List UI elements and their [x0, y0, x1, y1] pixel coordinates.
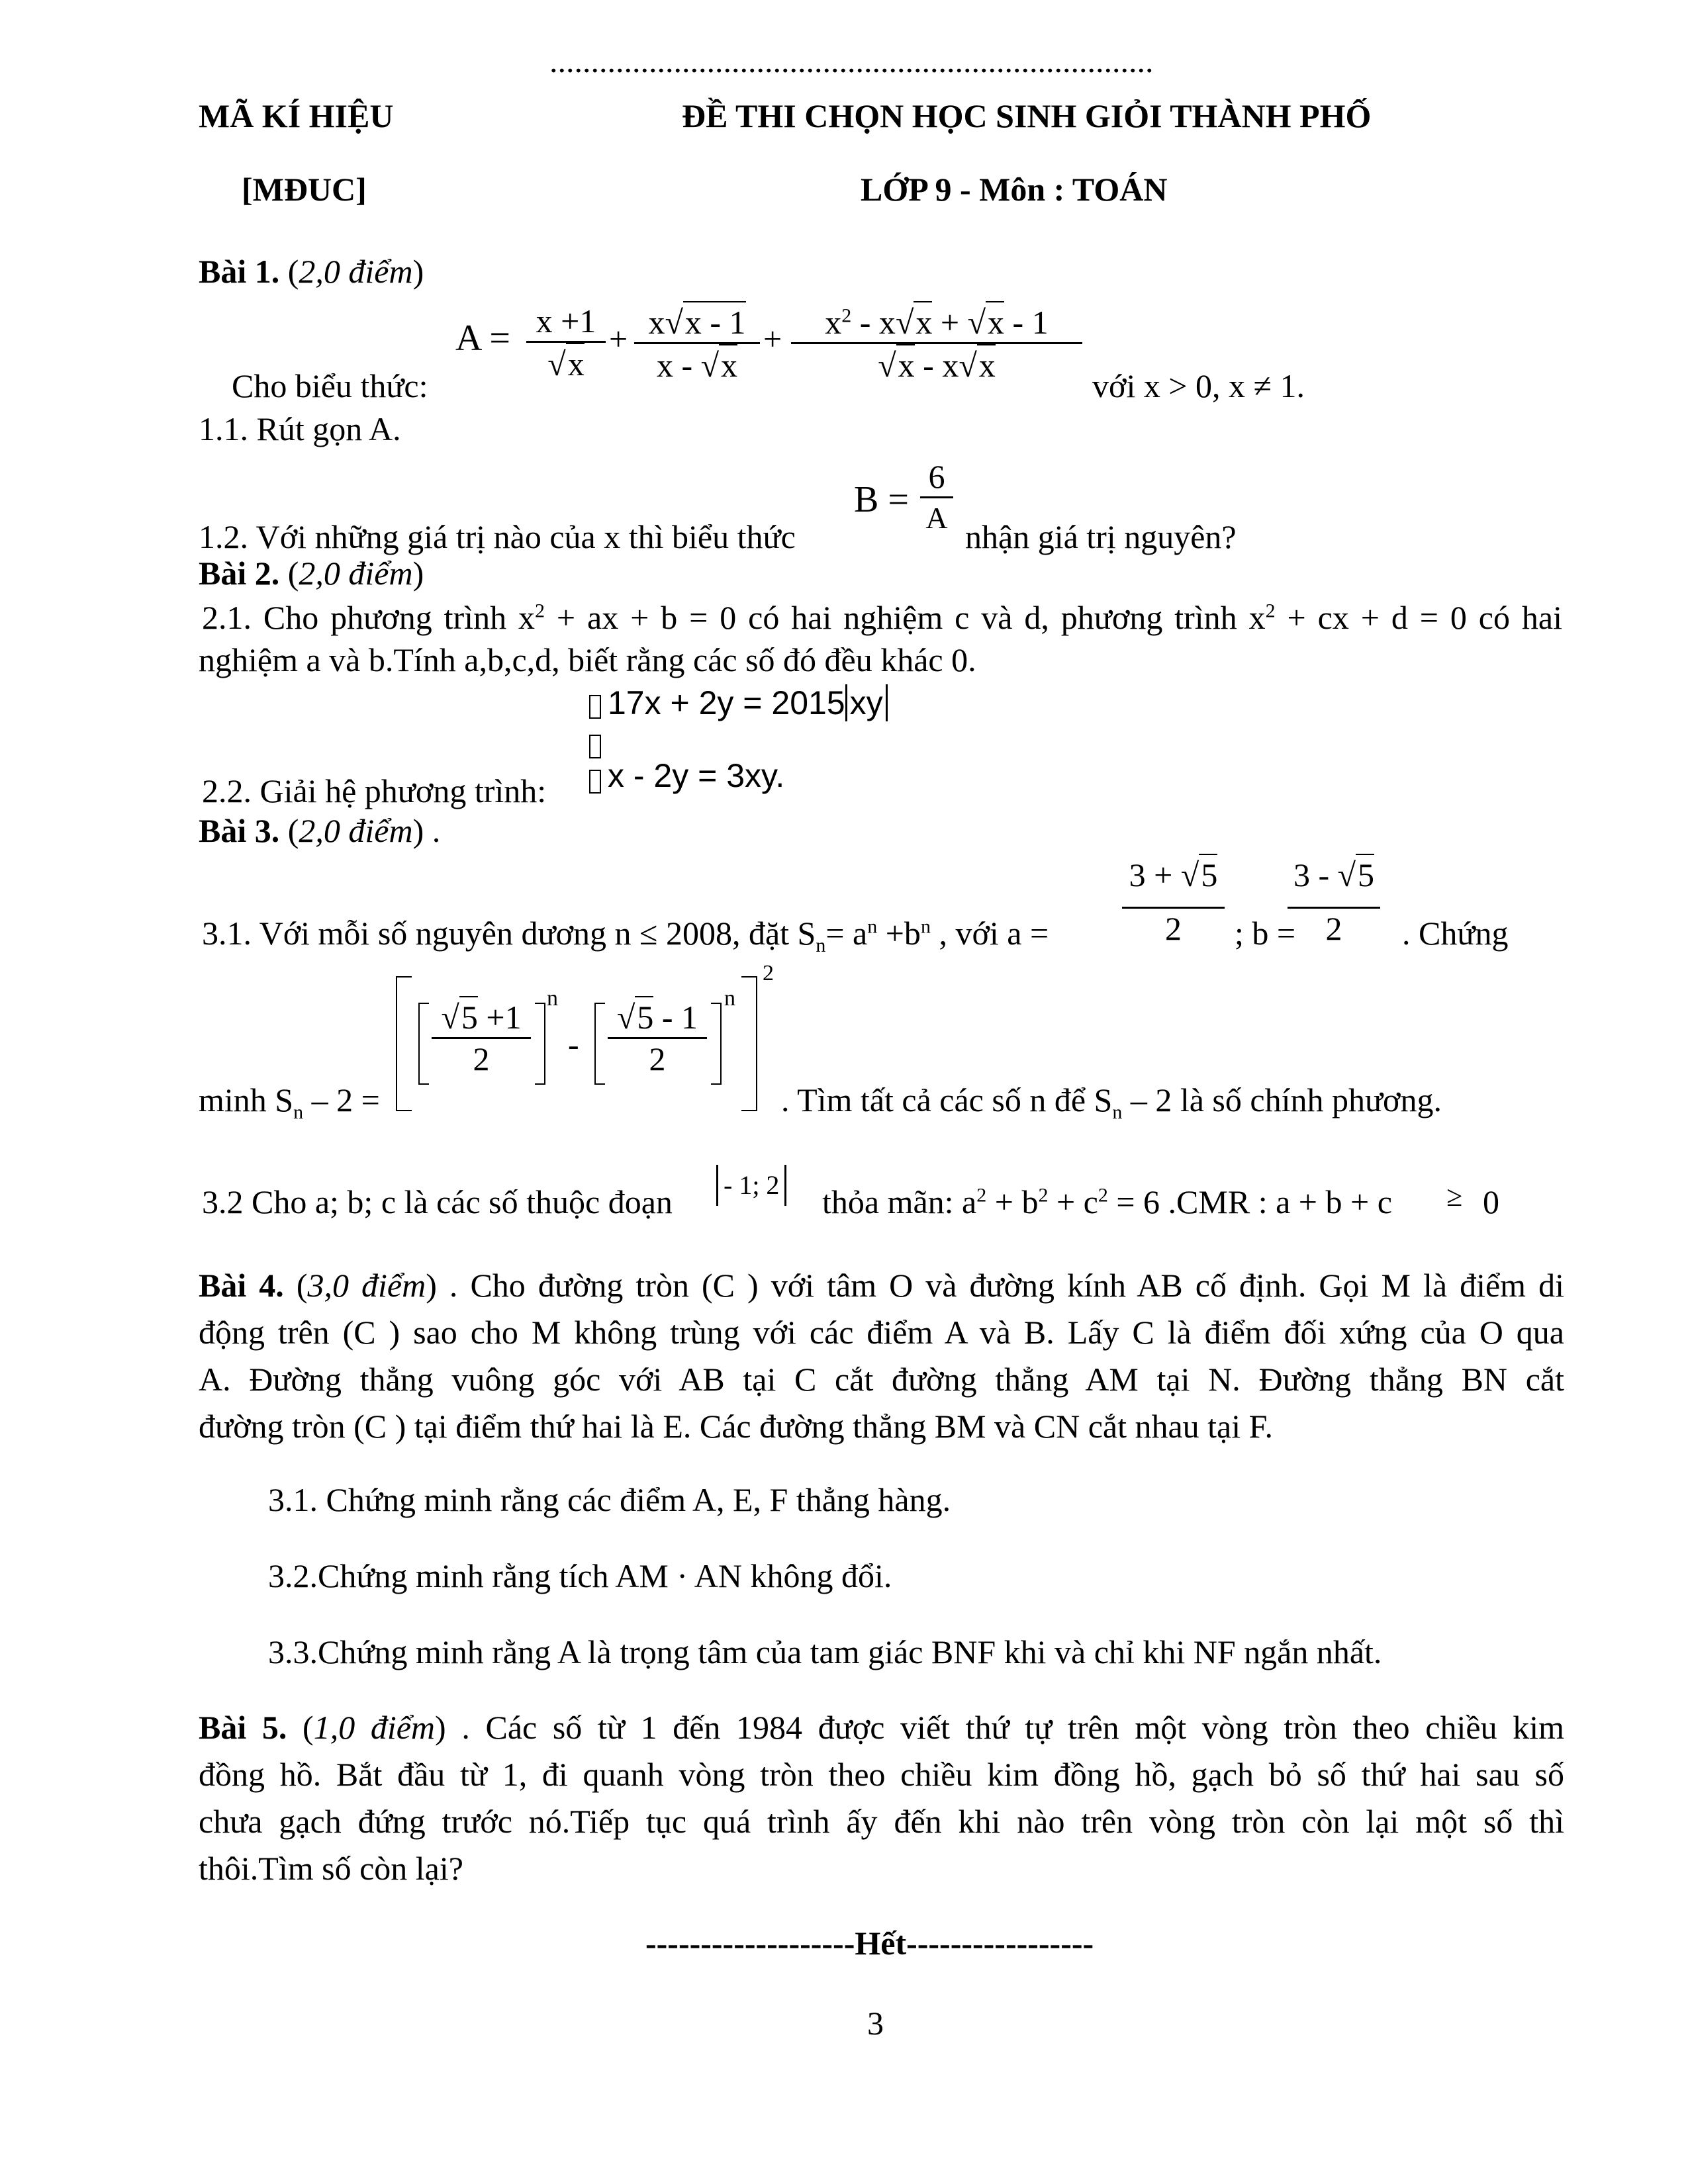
bai4-q2: 3.2.Chứng minh rằng tích AM · AN không đổi.: [268, 1557, 892, 1594]
f3-den-b: - x: [914, 347, 959, 384]
bai2-q1-c: + cx + d = 0 có hai: [1275, 599, 1562, 636]
big-num2-wrap: [608, 996, 707, 1037]
bai3-after-points: .: [424, 812, 441, 849]
sqrt-icon: √: [959, 347, 977, 384]
sqrt-icon: √: [441, 999, 459, 1036]
fraction-1: [526, 301, 606, 384]
grade-subject: LỚP 9 - Môn : TOÁN: [861, 171, 1168, 208]
bai5-line4: thôi.Tìm số còn lại?: [199, 1850, 463, 1887]
exam-title: ĐỀ THI CHỌN HỌC SINH GIỎI THÀNH PHỐ: [682, 97, 1372, 134]
bai2-q2: 2.2. Giải hệ phương trình:: [202, 772, 547, 809]
sqrt-icon: √: [1180, 856, 1199, 893]
bai3-q1-d: , với a =: [930, 915, 1049, 952]
bai1-points: 2,0 điểm: [299, 253, 413, 290]
bai3-heading: [199, 811, 440, 850]
bai3-line2-d: – 2 là số chính phương.: [1122, 1081, 1442, 1118]
bai5-points-wrap: (1,0 điểm): [303, 1709, 446, 1746]
sqrt-icon: √: [547, 345, 566, 383]
bai2-points-wrap: (2,0 điểm): [287, 555, 424, 592]
a-den: 2: [1165, 910, 1182, 947]
bai3-sub-n-3: n: [1112, 1101, 1123, 1123]
bai5-line2: đồng hồ. Bắt đầu từ 1, đi quanh vòng tròn theo chiều kim đồng hồ, gạch bỏ số thứ hai sau số: [199, 1756, 1564, 1793]
a-num-b: 5: [1199, 854, 1217, 895]
bai5-line1-text: . Các số từ 1 đến 1984 được viết thứ tự trên một vòng tròn theo chiều kim: [445, 1709, 1564, 1746]
f1-num: x +1: [536, 302, 596, 340]
plus-1: +: [609, 320, 628, 357]
big-exp-n-1: n: [547, 986, 558, 1011]
bai1-points-wrap: (2,0 điểm): [287, 253, 424, 290]
sqrt-icon: √: [1337, 856, 1356, 893]
bai3-sup-n-1: n: [867, 915, 878, 938]
bai3-q2-c: + b: [986, 1183, 1039, 1220]
header-dots: .........................................................................: [549, 42, 1154, 79]
bai3-title: Bài 3.: [199, 812, 280, 849]
sys-eq1-text: 17x + 2y = 2015: [608, 684, 845, 721]
big-exp-n-2: n: [724, 986, 735, 1011]
b-num-b: 5: [1356, 854, 1374, 895]
f2-den-b: x: [719, 344, 737, 385]
bai4-line4: đường tròn (C ) tại điểm thứ hai là E. Các đường thẳng BM và CN cắt nhau tại F.: [199, 1408, 1273, 1445]
a-num-a: 3 +: [1129, 856, 1181, 893]
bai5-points: 1,0 điểm: [313, 1709, 436, 1746]
bai2-points: 2,0 điểm: [299, 555, 413, 592]
f3-num-c: x: [914, 301, 932, 342]
f3-den-a: x: [896, 344, 915, 385]
f3-num-e: x: [986, 301, 1004, 342]
bai2-title: Bài 2.: [199, 555, 280, 592]
exam-code: [MĐUC]: [242, 171, 367, 208]
bai3-q2-b: [822, 1182, 1392, 1222]
bai1-q2-b: nhận giá trị nguyên?: [965, 518, 1237, 555]
f3-num-wrap: [791, 301, 1082, 342]
f3-num-a: x: [825, 304, 842, 341]
sys-eq2: x - 2y = 3xy.: [608, 757, 785, 794]
B-fraction: [920, 457, 953, 538]
B-lhs: B =: [854, 479, 909, 520]
f2-den-wrap: [634, 344, 760, 385]
sys-eq1: [608, 682, 888, 724]
f3-num-f: - 1: [1004, 304, 1049, 341]
ge-icon: ≥: [1446, 1180, 1463, 1212]
bai3-q2-f: 0: [1483, 1183, 1499, 1220]
big-frac1-den: 2: [473, 1040, 490, 1077]
paren-right-icon: [535, 1003, 545, 1085]
paren-left-icon: [418, 1003, 429, 1085]
sqrt-icon: √: [878, 347, 896, 384]
bai3-q1-c: +b: [877, 915, 921, 952]
bai1-condition: với x > 0, x ≠ 1.: [1092, 367, 1305, 404]
bai3-sub-n: n: [816, 934, 826, 956]
bai1-q1: 1.1. Rút gọn A.: [199, 410, 401, 447]
bai4-q3: 3.3.Chứng minh rằng A là trọng tâm của tam giác BNF khi và chỉ khi NF ngắn nhất.: [268, 1633, 1382, 1670]
brace-box-icon: [589, 695, 601, 719]
bai4-points-wrap: (3,0 điểm): [296, 1267, 437, 1304]
big-num1-b: +1: [477, 999, 522, 1036]
a-fraction: [1122, 854, 1225, 948]
sys-eq1-abs: xy: [845, 684, 888, 721]
bai3-q1-a: 3.1. Với mỗi số nguyên dương n ≤ 2008, đặt S: [202, 915, 816, 952]
fraction-3: [791, 301, 1082, 385]
f3-num-b: - x: [851, 304, 896, 341]
bai2-q1-line1: [202, 598, 1562, 637]
paren-left-icon: [594, 1003, 605, 1085]
plus-2: +: [763, 320, 782, 357]
bai3-line2-a-text: minh S: [199, 1081, 294, 1118]
f1-den-wrap: [526, 343, 606, 384]
bai3-q2-d: + c: [1048, 1183, 1098, 1220]
bai3-line2-c: [781, 1080, 1442, 1123]
b-num-wrap: [1288, 854, 1380, 895]
bai1-heading: [199, 251, 424, 291]
sqrt-icon: √: [665, 304, 683, 341]
A-lhs: A =: [455, 318, 510, 359]
bai4-line2: động trên (C ) sao cho M không trùng với các điểm A và B. Lấy C là điểm đối xứng của O qua: [199, 1314, 1564, 1351]
bai5-line3: chưa gạch đứng trước nó.Tiếp tục quá trình ấy đến khi nào trên vòng tròn còn lại một số thì: [199, 1803, 1564, 1840]
f3-num-exp: 2: [841, 304, 852, 327]
bai3-q1-line1: [202, 913, 1049, 956]
bai4-title: Bài 4.: [199, 1267, 284, 1304]
big-bracket-left-icon: [396, 976, 412, 1111]
bai1-intro: Cho biểu thức:: [232, 367, 428, 404]
bai3-sub-n-2: n: [293, 1101, 304, 1123]
big-frac2-den: 2: [649, 1040, 666, 1077]
bai4-q1: 3.1. Chứng minh rằng các điểm A, E, F thẳng hàng.: [268, 1481, 951, 1518]
page-number: 3: [867, 2005, 884, 2042]
b-num-a: 3 -: [1293, 856, 1338, 893]
bai5-title: Bài 5.: [199, 1709, 287, 1746]
big-bracket-right-icon: [741, 976, 757, 1111]
f2-num-a: x: [648, 304, 665, 341]
bai2-heading: [199, 553, 424, 593]
big-minus: -: [568, 1026, 579, 1063]
bai2-q1-a: 2.1. Cho phương trình x: [202, 599, 535, 636]
bai3-line2-b: – 2 =: [303, 1081, 380, 1118]
bai5-line1: [199, 1707, 1564, 1747]
bai2-q1-line2: nghiệm a và b.Tính a,b,c,d, biết rằng các số đó đều khác 0.: [199, 641, 976, 678]
big-num1-wrap: [432, 996, 531, 1037]
b-fraction: [1288, 854, 1380, 948]
big-num2-b: - 1: [653, 999, 698, 1036]
b-den: 2: [1325, 910, 1342, 947]
f3-num-d: +: [932, 304, 968, 341]
bai3-sq-3: 2: [1098, 1184, 1108, 1206]
paren-right-icon: [711, 1003, 722, 1085]
f1-den: x: [566, 343, 585, 384]
a-num-wrap: [1122, 854, 1225, 895]
sqrt-icon: √: [700, 347, 720, 384]
bai3-line2-c-text: . Tìm tất cả các số n để S: [781, 1081, 1113, 1118]
f2-den-a: x -: [656, 347, 701, 384]
bai2-sq-2: 2: [1265, 600, 1276, 622]
code-label: MÃ KÍ HIỆU: [199, 97, 394, 134]
big-frac-1: [432, 996, 531, 1079]
bai4-line1: [199, 1265, 1564, 1305]
B-den: A: [925, 501, 948, 535]
f2-num-b: x - 1: [683, 301, 746, 342]
bai3-points: 2,0 điểm: [299, 812, 413, 849]
big-frac-2: [608, 996, 707, 1079]
f3-den-wrap: [791, 344, 1082, 385]
bai3-q2-e: = 6 .CMR : a + b + c: [1107, 1183, 1392, 1220]
bai3-q1-e: ; b =: [1235, 915, 1296, 952]
sqrt-icon: √: [895, 304, 914, 341]
sqrt-icon: √: [616, 999, 635, 1036]
interval-box: - 1; 2: [716, 1165, 786, 1206]
sqrt-icon: √: [967, 304, 986, 341]
bai4-points: 3,0 điểm: [307, 1267, 426, 1304]
big-exp-2: 2: [763, 961, 774, 985]
bai4-line3: A. Đường thẳng vuông góc với AB tại C cắt đường thẳng AM tại N. Đường thẳng BN cắt: [199, 1361, 1564, 1398]
bai2-sq-1: 2: [534, 600, 545, 622]
bai3-q1-b: = a: [825, 915, 868, 952]
f3-den-c: x: [977, 344, 996, 385]
bai1-q2-a: 1.2. Với những giá trị nào của x thì biểu thức: [199, 518, 796, 555]
bai3-sq-1: 2: [976, 1184, 987, 1206]
bai4-line1-text: . Cho đường tròn (C ) với tâm O và đường kính AB cố định. Gọi M là điểm di: [436, 1267, 1564, 1304]
bai2-q1-b: + ax + b = 0 có hai nghiệm c và d, phương trình x: [544, 599, 1266, 636]
brace-box-icon: [589, 770, 601, 794]
big-num2-a: 5: [635, 996, 653, 1037]
bai3-line2-a: [199, 1080, 380, 1123]
bai3-points-wrap: (2,0 điểm): [287, 812, 424, 849]
big-num1-a: 5: [459, 996, 478, 1037]
f2-num-wrap: [634, 301, 760, 342]
end-marker: -------------------Hết-----------------: [645, 1925, 1094, 1962]
bai3-q1-f: . Chứng: [1402, 915, 1509, 952]
bai3-sup-n-2: n: [920, 915, 931, 938]
bai3-q2-a: 3.2 Cho a; b; c là các số thuộc đoạn: [202, 1183, 673, 1220]
fraction-2: [634, 301, 760, 385]
B-num: 6: [928, 458, 945, 495]
bai1-title: Bài 1.: [199, 253, 280, 290]
brace-box-icon: [589, 735, 601, 758]
bai3-q2-b-text: thỏa mãn: a: [822, 1183, 977, 1220]
bai3-sq-2: 2: [1038, 1184, 1049, 1206]
